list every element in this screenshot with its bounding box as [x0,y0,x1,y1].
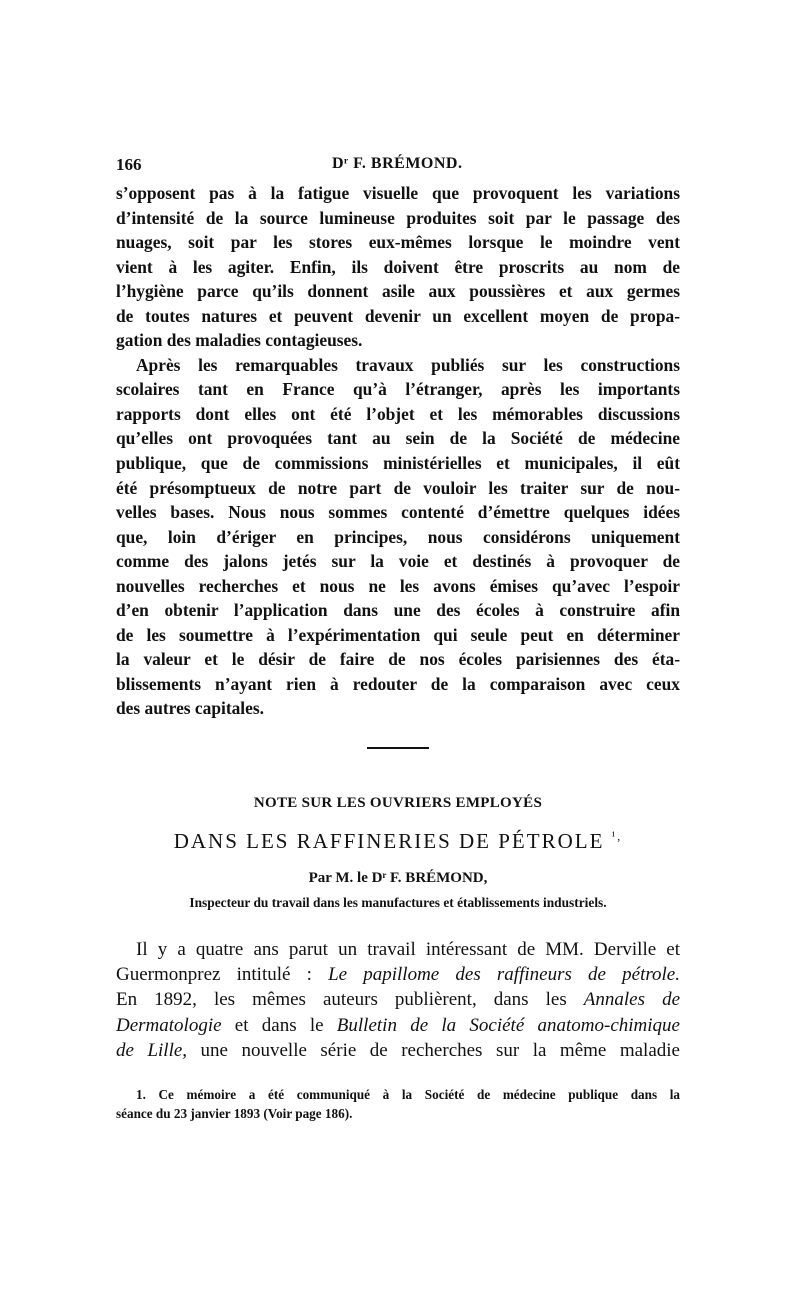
italic-title: Annales de [583,989,680,1011]
text-run: Guermonprez intitulé : [116,964,329,986]
text-line [116,1013,680,1038]
text-line [116,962,680,987]
text-line: blissements n’ayant rien à redouter de la comparaison avec ceux [116,673,680,694]
affiliation: Inspecteur du travail dans les manufactures et établissements industriels. [189,895,607,911]
article-title-text: DANS LES RAFFINERIES DE PÉTROLE [173,829,605,854]
article-heading: NOTE SUR LES OUVRIERS EMPLOYÉS [253,795,543,812]
footnote-marker: ¹, [611,829,623,844]
book-page [116,155,680,1123]
text-line: que, loin d’ériger en principes, nous considérons uniquement [116,526,680,547]
text-line: scolaires tant en France qu’à l’étranger, après les importants [116,379,680,400]
text-line: vient à les agiter. Enfin, ils doivent être proscrits au nom de [116,256,680,277]
paragraph-continued [116,181,680,353]
text-line: gation des maladies contagieuses. [116,330,363,351]
text-line [116,987,680,1012]
text-line: de les soumettre à l’expérimentation qui seule peut en déterminer [116,624,680,645]
byline: Par M. le Dʳ F. BRÉMOND, [308,870,488,887]
text-line: Après les remarquables travaux publiés sur les constructions [136,354,680,375]
text-line: s’opposent pas à la fatigue visuelle que provoquent les variations [116,183,680,203]
paragraph-conclusion [116,353,680,721]
page-number: 166 [116,155,142,174]
text-line: qu’elles ont provoquées tant au sein de la Société de médecine [116,428,680,449]
footnote [116,1085,680,1123]
text-line [116,1038,680,1063]
text-line: l’hygiène parce qu’ils donnent asile aux poussières et aux germes [116,281,680,302]
italic-title: Le papillome des raffineurs de pétrole. [328,964,680,986]
text-run: et dans le [221,1014,337,1036]
section-divider [367,747,429,749]
text-line: d’intensité de la source lumineuse produites soit par le passage des [116,207,680,228]
text-line: nuages, soit par les stores eux-mêmes lorsque le moindre vent [116,232,680,253]
text-line: velles bases. Nous nous sommes contenté d’émettre quelques idées [116,502,680,523]
text-line: Il y a quatre ans parut un travail intéressant de MM. Derville et [136,939,680,961]
footnote-line: séance du 23 janvier 1893 (Voir page 186). [116,1106,353,1122]
text-run: une nouvelle série de recherches sur la même maladie [187,1039,680,1061]
italic-title: Dermatologie [116,1014,222,1036]
running-title: Dʳ F. BRÉMOND. [332,155,463,172]
text-line: d’en obtenir l’application dans une des écoles à construire afin [116,600,680,621]
text-line: rapports dont elles ont été l’objet et les mémorables discussions [116,403,680,424]
text-line: nouvelles recherches et nous ne les avons émises qu’avec l’espoir [116,575,680,596]
text-line: été présomptueux de notre part de vouloir les traiter sur de nou- [116,477,680,498]
article-title [116,829,680,854]
text-line: des autres capitales. [116,698,264,719]
text-line: comme des jalons jetés sur la voie et destinés à provoquer de [116,551,680,572]
text-line: de toutes natures et peuvent devenir un excellent moyen de propa- [116,305,680,326]
italic-title: Bulletin de la Société anatomo-chimique [336,1014,680,1036]
article-intro [116,937,680,1063]
text-line: la valeur et le désir de faire de nos écoles parisiennes des éta- [116,649,680,670]
italic-title: de Lille, [116,1039,188,1061]
text-line: publique, que de commissions ministérielles et municipales, il eût [116,453,680,474]
footnote-line: 1. Ce mémoire a été communiqué à la Société de médecine publique dans la [136,1087,680,1103]
running-head [116,155,680,181]
text-run: En 1892, les mêmes auteurs publièrent, dans les [116,989,584,1011]
